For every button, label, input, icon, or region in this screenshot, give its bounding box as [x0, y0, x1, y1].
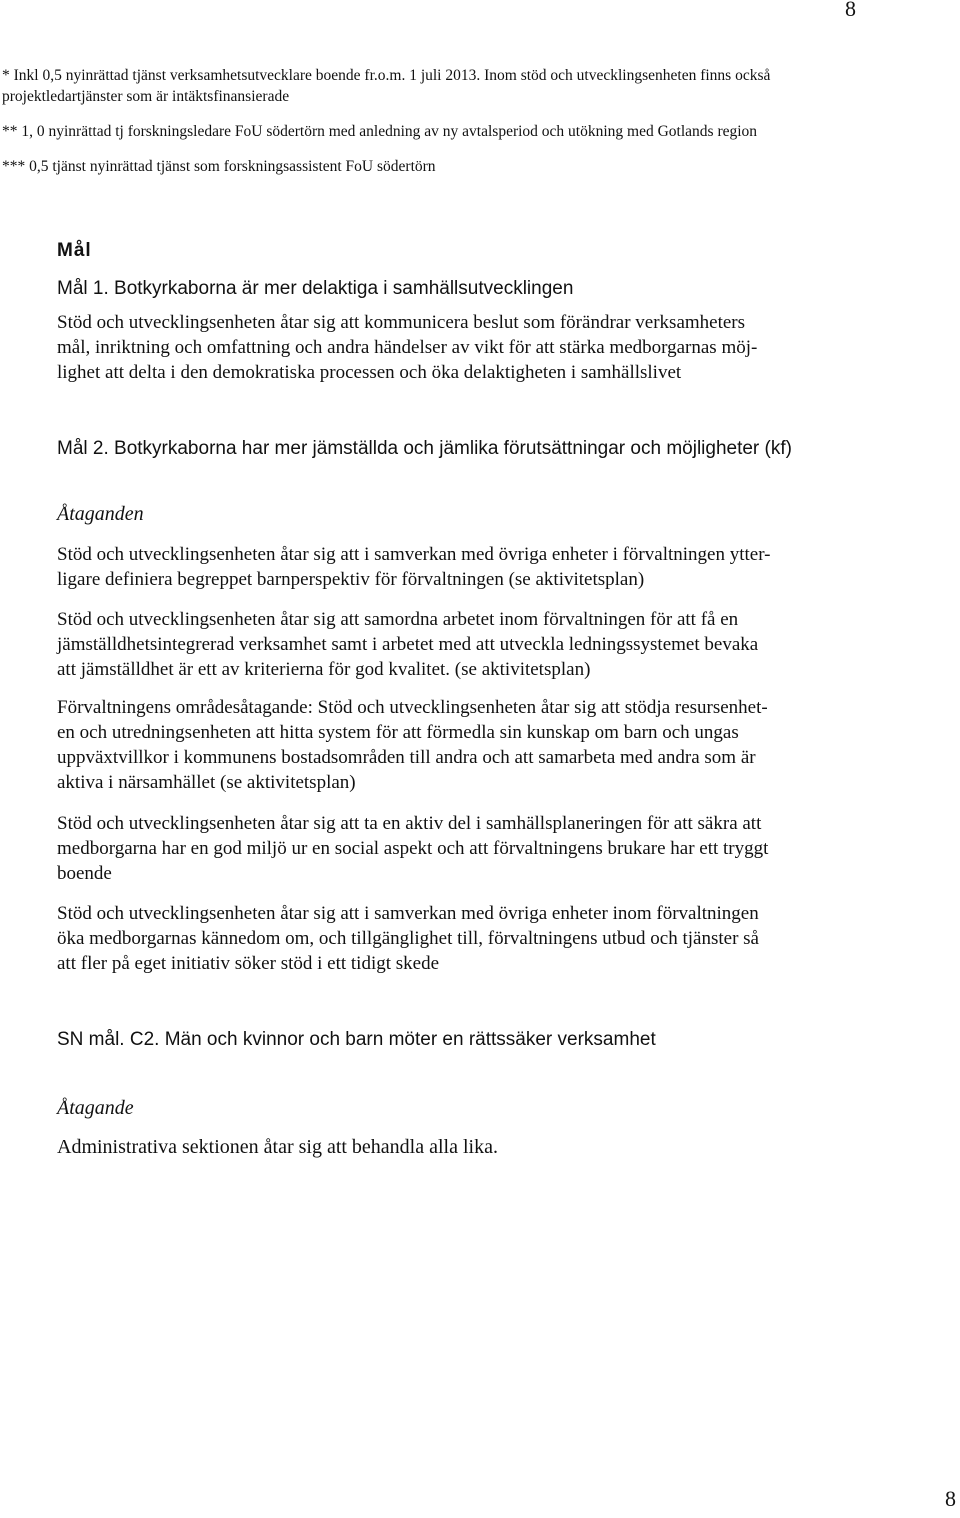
footnote-1-line-1: * Inkl 0,5 nyinrättad tjänst verksamhetsutvecklare boende fr.o.m. 1 juli 2013. Inom stöd och utvecklingsenheten finns också — [2, 67, 771, 84]
footnote-1-line-2: projektledartjänster som är intäktsfinansierade — [2, 88, 290, 105]
ataganden-p5-line-3: att fler på eget initiativ söker stöd i ett tidigt skede — [57, 953, 440, 974]
goal-1-paragraph — [57, 310, 945, 385]
ataganden-p1-line-1: Stöd och utvecklingsenheten åtar sig att i samverkan med övriga enheter i förvaltningen ytter- — [57, 544, 771, 565]
ataganden-p5-line-1: Stöd och utvecklingsenheten åtar sig att i samverkan med övriga enheter inom förvaltningen — [57, 903, 759, 924]
ataganden-paragraph-1 — [57, 542, 945, 592]
atagande-heading: Åtagande — [57, 1097, 134, 1119]
page-number-bottom: 8 — [945, 1486, 956, 1511]
goal-1-line-3: lighet att delta i den demokratiska processen och öka delaktigheten i samhällslivet — [57, 362, 682, 383]
ataganden-paragraph-4 — [57, 811, 945, 886]
goal-1-line-2: mål, inriktning och omfattning och andra händelser av vikt för att stärka medborgarnas möj- — [57, 337, 758, 358]
ataganden-paragraph-3 — [57, 695, 945, 795]
ataganden-p4-line-2: medborgarna har en god miljö ur en social aspekt och att förvaltningens brukare har ett tryggt — [57, 838, 769, 859]
ataganden-p2-line-3: att jämställdhet är ett av kriterierna för god kvalitet. (se aktivitetsplan) — [57, 659, 591, 680]
ataganden-p5-line-2: öka medborgarnas kännedom om, och tillgänglighet till, förvaltningens utbud och tjänster så — [57, 928, 759, 949]
ataganden-p4-line-1: Stöd och utvecklingsenheten åtar sig att ta en aktiv del i samhällsplaneringen för att säkra att — [57, 813, 762, 834]
goal-1-title: Mål 1. Botkyrkaborna är mer delaktiga i samhällsutvecklingen — [57, 278, 574, 299]
atagande-text: Administrativa sektionen åtar sig att behandla alla lika. — [57, 1136, 498, 1158]
sn-goal-title: SN mål. C2. Män och kvinnor och barn möter en rättssäker verksamhet — [57, 1029, 656, 1050]
ataganden-p3-line-3: uppväxtvillkor i kommunens bostadsområden till andra och att samarbeta med andra som är — [57, 747, 756, 768]
ataganden-p1-line-2: ligare definiera begreppet barnperspektiv för förvaltningen (se aktivitetsplan) — [57, 569, 645, 590]
ataganden-p2-line-1: Stöd och utvecklingsenheten åtar sig att samordna arbetet inom förvaltningen för att få en — [57, 609, 739, 630]
goal-2-title: Mål 2. Botkyrkaborna har mer jämställda och jämlika förutsättningar och möjligheter (kf) — [57, 438, 792, 459]
ataganden-paragraph-5 — [57, 901, 945, 976]
footnote-2: ** 1, 0 nyinrättad tj forskningsledare FoU södertörn med anledning av ny avtalsperiod och utökning med Gotlands region — [2, 123, 758, 140]
footnote-3: *** 0,5 tjänst nyinrättad tjänst som forskningsassistent FoU södertörn — [2, 158, 436, 175]
page-number-top: 8 — [845, 0, 856, 21]
ataganden-p2-line-2: jämställdhetsintegrerad verksamhet samt i arbetet med att utveckla ledningssystemet bevaka — [57, 634, 759, 655]
goal-1-line-1: Stöd och utvecklingsenheten åtar sig att kommunicera beslut som förändrar verksamheters — [57, 312, 746, 333]
ataganden-p3-line-2: en och utredningsenheten att hitta system för att förmedla sin kunskap om barn och ungas — [57, 722, 739, 743]
ataganden-p3-line-4: aktiva i närsamhället (se aktivitetsplan) — [57, 772, 356, 793]
mal-heading: Mål — [57, 240, 92, 261]
ataganden-p4-line-3: boende — [57, 863, 112, 884]
ataganden-heading: Åtaganden — [57, 503, 144, 525]
ataganden-paragraph-2 — [57, 607, 945, 682]
ataganden-p3-line-1: Förvaltningens områdesåtagande: Stöd och utvecklingsenheten åtar sig att stödja resursenhet- — [57, 697, 768, 718]
